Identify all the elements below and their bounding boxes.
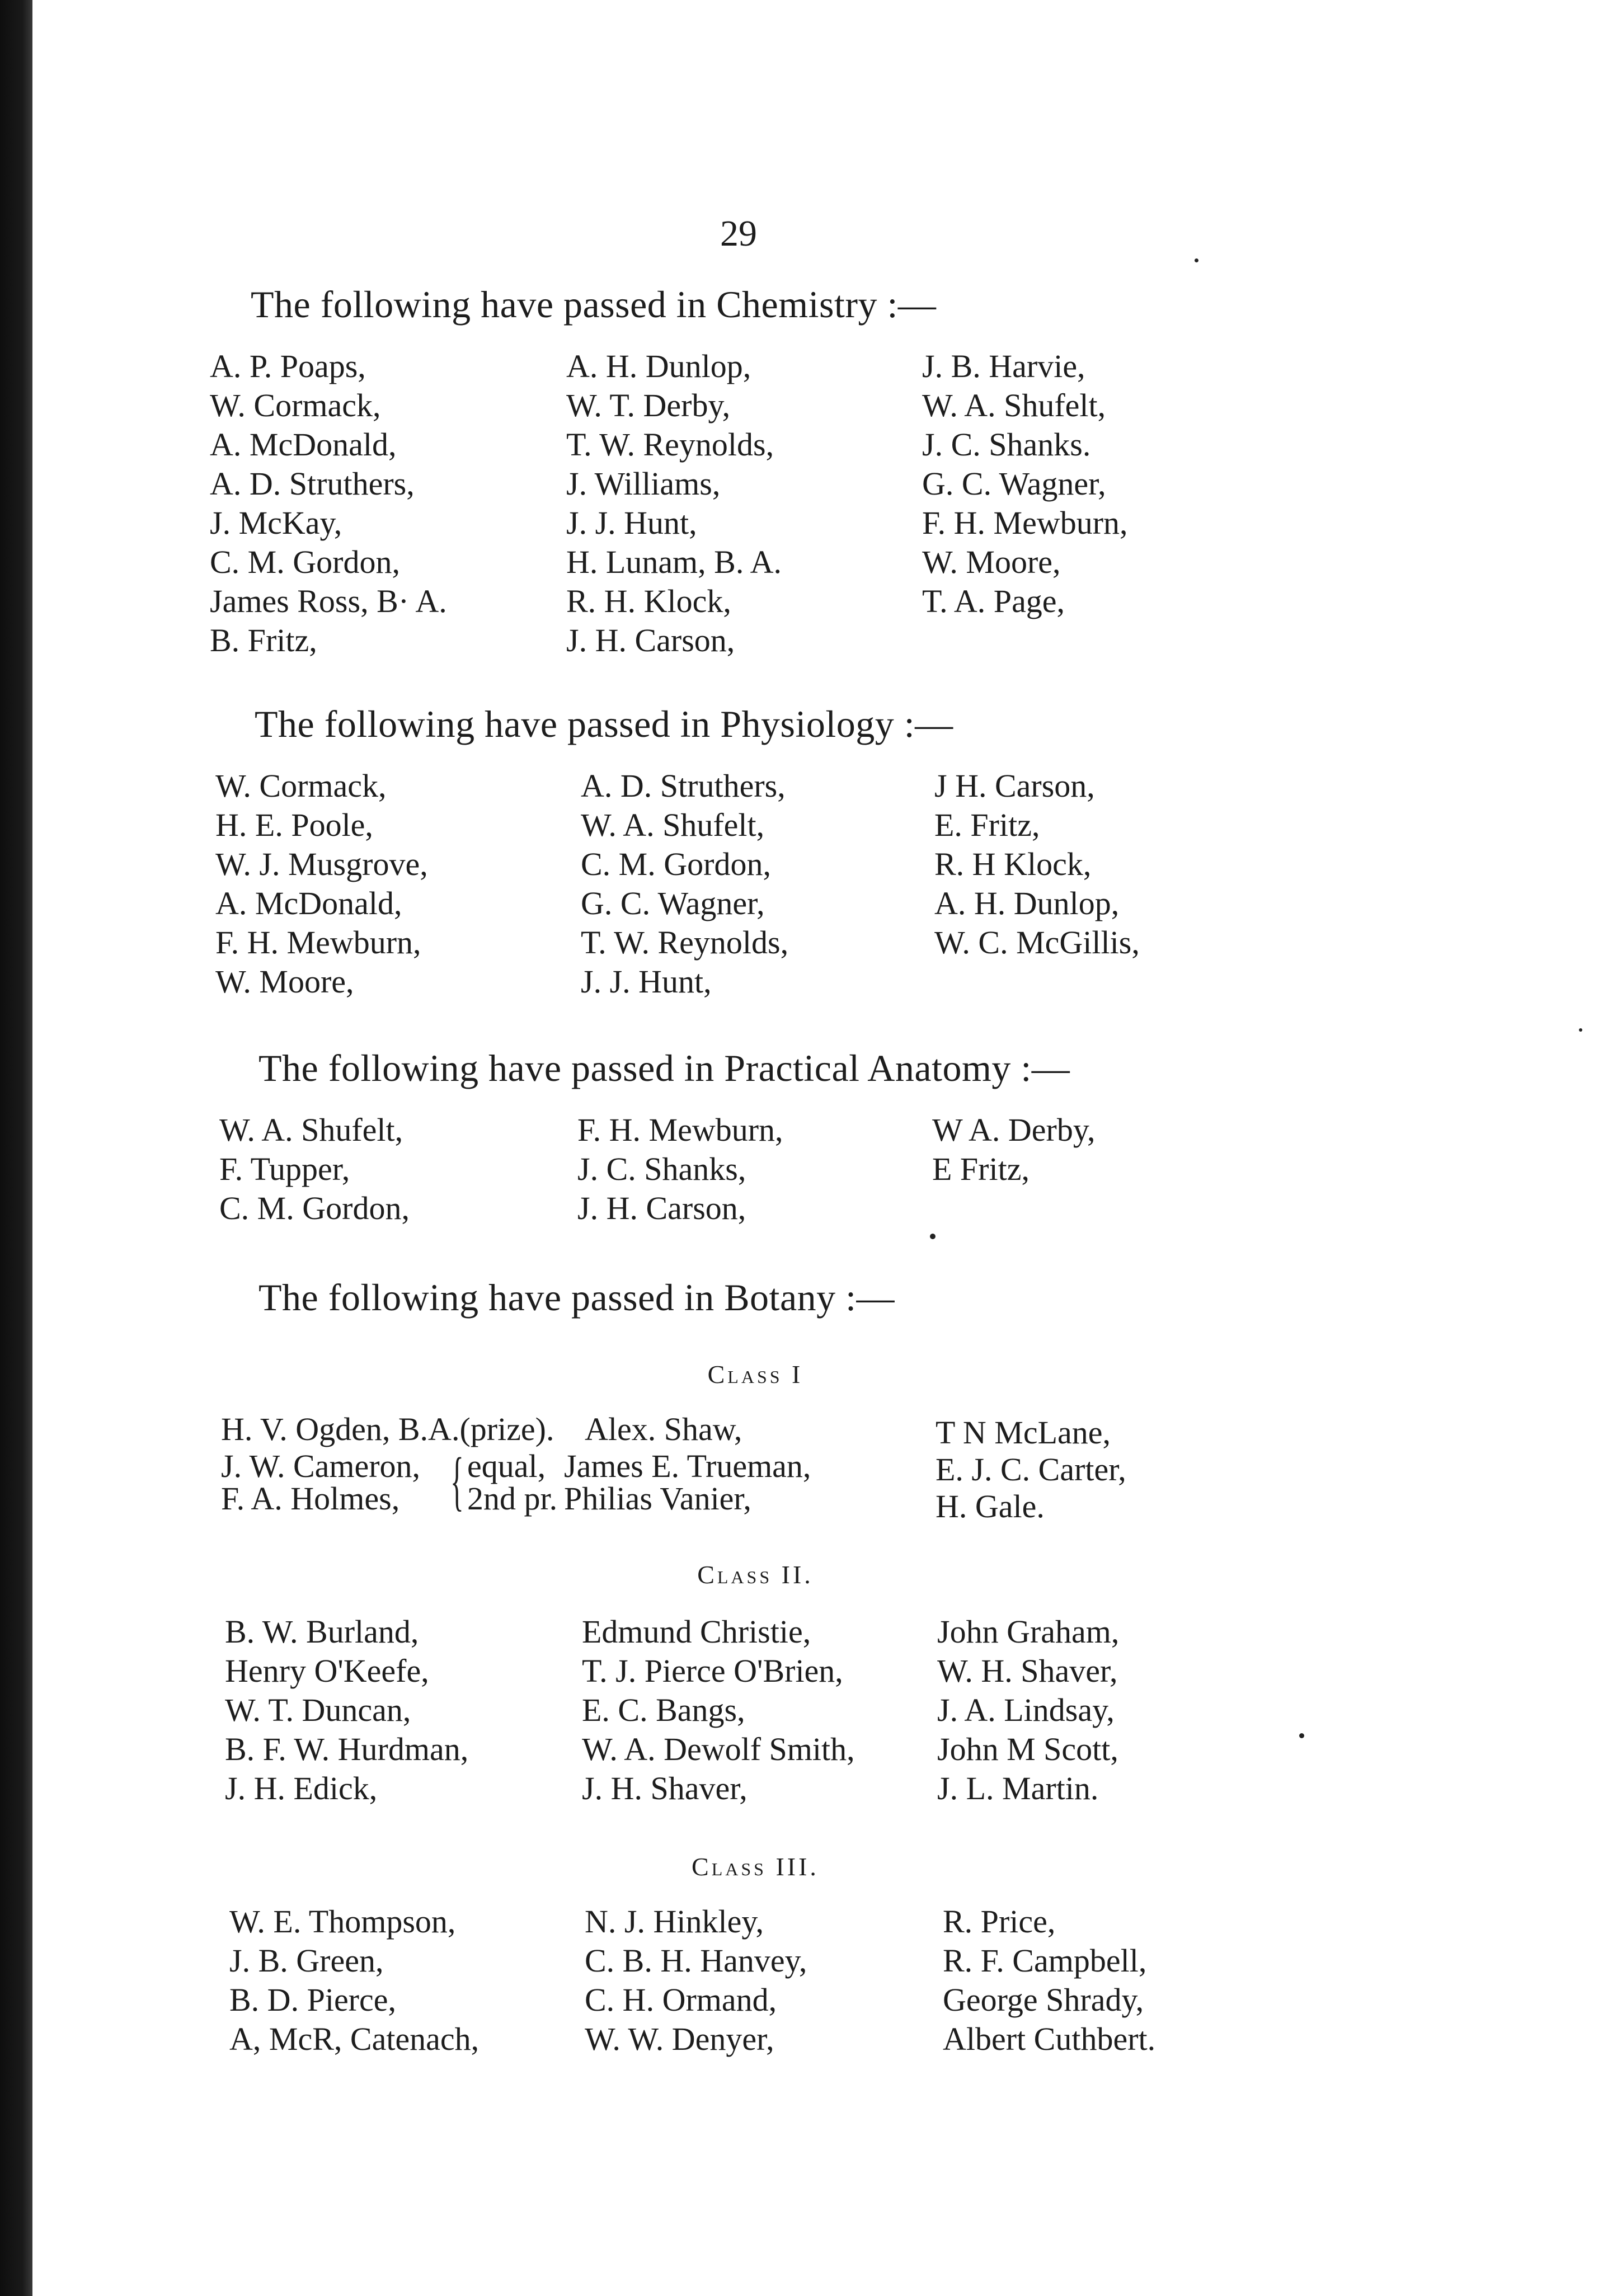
chemistry-heading: The following have passed in Chemistry :— [251,283,937,326]
name-entry: F. H. Mewburn, [215,924,421,961]
botany-class-2-column-3 [937,1612,1119,1808]
name-entry: T. W. Reynolds, [581,924,789,961]
name-entry: W. E. Thompson, [229,1903,456,1940]
print-speck [1299,1733,1304,1738]
anatomy-heading: The following have passed in Practical Anatomy :— [258,1047,1070,1089]
name-entry: T. J. Pierce O'Brien, [582,1653,843,1689]
name-entry: J. C. Shanks, [577,1151,746,1187]
name-entry: R. F. Campbell, [943,1942,1147,1979]
name-entry: A. H. Dunlop, [566,348,751,384]
botany-class-3-column-1 [229,1902,479,2059]
name-entry: C. M. Gordon, [219,1190,410,1226]
name-entry: Philias Vanier, [564,1480,751,1517]
name-entry: B. F. W. Hurdman, [225,1731,469,1767]
print-speck [1579,1028,1582,1032]
name-entry: W A. Derby, [932,1112,1096,1148]
name-entry: W. Cormack, [215,768,387,804]
name-entry: Albert Cuthbert. [943,2021,1156,2057]
anatomy-column-1 [219,1111,410,1228]
name-entry: 2nd pr. [467,1480,558,1517]
name-entry: B. D. Pierce, [229,1982,396,2018]
name-entry: E. C. Bangs, [582,1692,745,1728]
botany-class-3-heading: Class III. [692,1852,819,1881]
name-entry: H. Lunam, B. A. [566,544,782,580]
botany-class-1-heading: Class I [707,1360,803,1389]
name-entry: W. C. McGillis, [934,924,1140,961]
botany-heading: The following have passed in Botany :— [258,1276,895,1319]
name-entry: J. W. Cameron, [221,1448,421,1484]
name-entry: C. M. Gordon, [210,544,400,580]
chemistry-column-2 [566,347,782,660]
name-entry: J. H. Shaver, [582,1770,748,1806]
name-entry: George Shrady, [943,1982,1144,2018]
physiology-column-3 [934,766,1140,962]
botany-class-1-row-1-left: H. V. Ogden, B.A.(prize). [221,1411,554,1447]
name-entry: E Fritz, [932,1151,1030,1187]
name-entry: R. H. Klock, [566,583,731,619]
name-entry: J. J. Hunt, [566,505,697,541]
name-entry: T. W. Reynolds, [566,426,774,463]
name-entry: W. H. Shaver, [937,1653,1118,1689]
botany-class-1-middle-column [564,1450,811,1515]
name-entry: W. J. Musgrove, [215,846,428,882]
name-entry: W. A. Dewolf Smith, [582,1731,855,1767]
physiology-heading: The following have passed in Physiology :— [255,703,953,745]
name-entry: C. M. Gordon, [581,846,771,882]
name-entry: B. Fritz, [210,622,317,658]
name-entry: T. A. Page, [922,583,1065,619]
name-entry: J. H. Carson, [577,1190,746,1226]
name-entry: W. A. Shufelt, [219,1112,403,1148]
name-entry: F. H. Mewburn, [922,505,1128,541]
name-entry: W. Moore, [215,963,354,1000]
name-entry: F. A. Holmes, [221,1480,400,1517]
name-entry: J. A. Lindsay, [937,1692,1115,1728]
name-entry: A. D. Struthers, [210,465,415,502]
name-entry: A. McDonald, [215,885,402,921]
page-number: 29 [720,213,757,254]
name-entry: J. J. Hunt, [581,963,712,1000]
physiology-column-1 [215,766,428,1001]
name-entry: H. Gale. [936,1488,1045,1525]
name-entry: G. C. Wagner, [922,465,1106,502]
name-entry: W. A. Shufelt, [922,387,1106,424]
name-entry: A. H. Dunlop, [934,885,1120,921]
botany-class-2-heading: Class II. [697,1560,814,1589]
botany-class-2-column-1 [225,1612,468,1808]
botany-class-1-bracketed-names [221,1450,420,1515]
name-entry: James E. Trueman, [564,1448,811,1484]
name-entry: T N McLane, [936,1414,1111,1451]
book-spine-edge [0,0,32,2296]
name-entry: A. P. Poaps, [210,348,366,384]
name-entry: J. C. Shanks. [922,426,1091,463]
botany-class-1-brace-note [467,1450,557,1515]
name-entry: Henry O'Keefe, [225,1653,429,1689]
name-entry: J. B. Green, [229,1942,384,1979]
botany-class-3-column-3 [943,1902,1155,2059]
name-entry: Edmund Christie, [582,1613,811,1650]
name-entry: R. H Klock, [934,846,1092,882]
name-entry: J. L. Martin. [937,1770,1099,1806]
name-entry: W. A. Shufelt, [581,807,765,843]
name-entry: W. Cormack, [210,387,381,424]
name-entry: W. T. Duncan, [225,1692,411,1728]
botany-class-1-row-1-middle: Alex. Shaw, [585,1411,742,1447]
name-entry: equal, [467,1448,546,1484]
name-entry: E. J. C. Carter, [936,1451,1126,1488]
name-entry: W. Moore, [922,544,1061,580]
name-entry: C. B. H. Hanvey, [585,1942,807,1979]
name-entry: James Ross, B· A. [210,583,447,619]
name-entry: N. J. Hinkley, [585,1903,764,1940]
physiology-column-2 [581,766,788,1001]
name-entry: F. Tupper, [219,1151,350,1187]
print-speck [930,1234,936,1239]
name-entry: A. McDonald, [210,426,397,463]
name-entry: W. T. Derby, [566,387,731,424]
name-entry: C. H. Ormand, [585,1982,777,2018]
chemistry-column-3 [922,347,1128,621]
name-entry: J H. Carson, [934,768,1095,804]
name-entry: John Graham, [937,1613,1120,1650]
name-entry: E. Fritz, [934,807,1040,843]
name-entry: G. C. Wagner, [581,885,765,921]
name-entry: A. D. Struthers, [581,768,786,804]
botany-class-2-column-2 [582,1612,855,1808]
name-entry: J. Williams, [566,465,721,502]
botany-class-1-right-column [936,1414,1126,1525]
name-entry: J. B. Harvie, [922,348,1085,384]
chemistry-column-1 [210,347,447,660]
anatomy-column-3 [932,1111,1096,1189]
anatomy-column-2 [577,1111,783,1228]
name-entry: R. Price, [943,1903,1056,1940]
name-entry: John M Scott, [937,1731,1118,1767]
name-entry: A, McR, Catenach, [229,2021,480,2057]
print-speck [1195,258,1198,262]
name-entry: H. E. Poole, [215,807,373,843]
name-entry: F. H. Mewburn, [577,1112,783,1148]
name-entry: J. H. Edick, [225,1770,378,1806]
name-entry: J. H. Carson, [566,622,735,658]
name-entry: J. McKay, [210,505,342,541]
name-entry: W. W. Denyer, [585,2021,774,2057]
botany-class-3-column-2 [585,1902,807,2059]
name-entry: B. W. Burland, [225,1613,419,1650]
equal-brace-glyph: { [450,1444,464,1517]
